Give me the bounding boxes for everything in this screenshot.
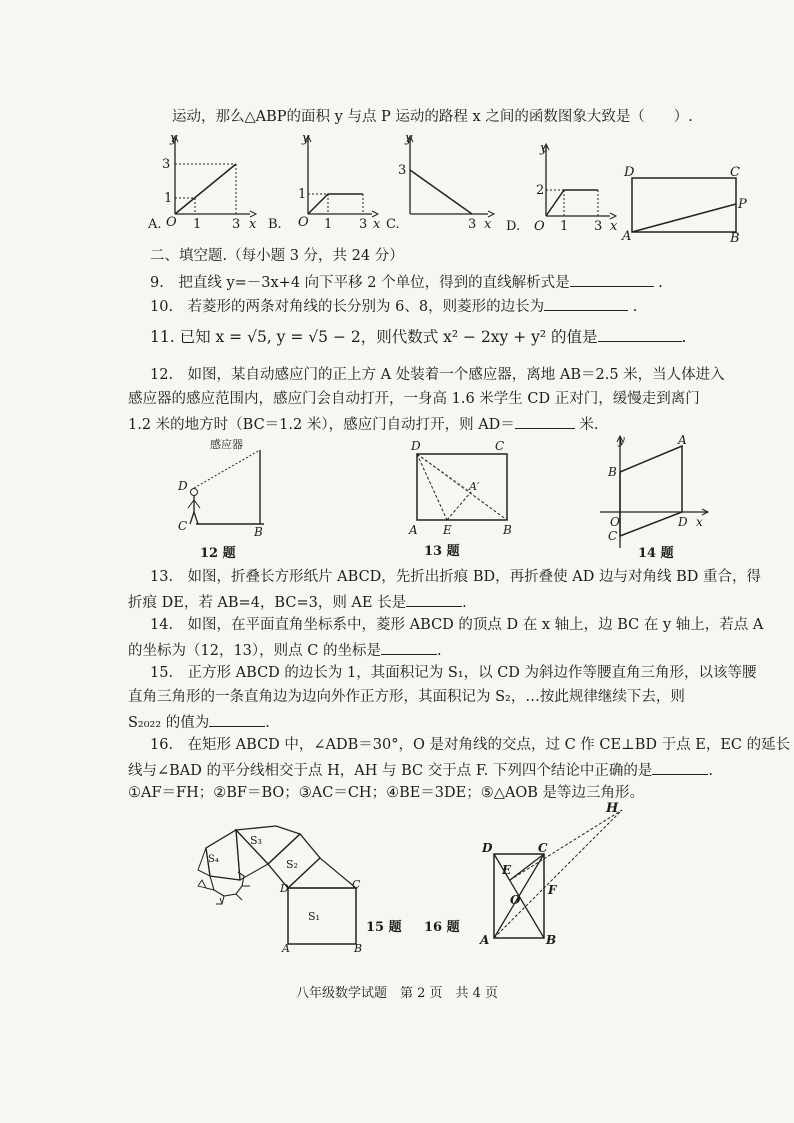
q8-rect-b: B [730, 231, 740, 246]
fig15-label-b: B [354, 942, 363, 955]
q10-end: . [632, 299, 638, 315]
q8d-xtick-3: 3 [594, 219, 603, 234]
fig14-label-a: A [678, 433, 687, 447]
q8c-y-label: y [405, 131, 413, 146]
q13-line-2-text: 折痕 DE，若 AB=4，BC=3，则 AE 长是 [128, 595, 407, 611]
q8a-x-label: x [249, 217, 257, 232]
q14-line-2 [128, 638, 748, 662]
q13-end: . [462, 595, 467, 611]
fig14-caption: 14 题 [638, 546, 674, 561]
q9-answer-blank[interactable] [570, 270, 654, 287]
fig13-label-b: B [503, 523, 512, 537]
q8b-x-label: x [373, 217, 381, 232]
fig16-caption: 16 题 [424, 920, 460, 935]
q11-text: 11. 已知 x = √5, y = √5 − 2，则代数式 x² − 2xy + y² 的值是 [150, 328, 598, 346]
q8-rect-p: P [738, 197, 747, 212]
q8d-y-label: y [540, 141, 548, 156]
q8-rect-d: D [624, 165, 635, 180]
q15-line-1: 15. 正方形 ABCD 的边长为 1，其面积记为 S₁，以 CD 为斜边作等腰直角三角形，以该等腰 [150, 665, 757, 681]
fig14-label-c: C [608, 529, 618, 543]
fig15-label-a: A [282, 942, 290, 955]
q10-answer-blank[interactable] [544, 294, 628, 311]
fig13-caption: 13 题 [424, 544, 460, 559]
fig13-label-e: E [443, 523, 452, 537]
q12-line-3-text: 1.2 米的地方时（BC＝1.2 米），感应门自动打开，则 AD＝ [128, 417, 515, 433]
fig14-rhombus-coordinate [596, 432, 716, 550]
fig15-caption: 15 题 [366, 920, 402, 935]
q8-graph-a [150, 132, 260, 232]
q8-rect-a: A [622, 229, 632, 244]
q8a-tick-1: 1 [164, 191, 173, 206]
q8b-xtick-3: 3 [359, 217, 368, 232]
q12-line-1: 12. 如图，某自动感应门的正上方 A 处装着一个感应器，离地 AB＝2.5 米，当人体进入 [150, 367, 725, 383]
q8-option-a: A. [148, 217, 162, 232]
q14-line-1: 14. 如图，在平面直角坐标系中，菱形 ABCD 的顶点 D 在 x 轴上，边 BC 在 y 轴上，若点 A [150, 617, 764, 633]
fig15-label-s4: S₄ [208, 854, 219, 865]
fig14-label-d: D [678, 515, 688, 529]
fig12-sensor-label: 感应器 [210, 438, 243, 451]
fig13-label-d: D [411, 439, 421, 453]
q8-option-b: B. [268, 217, 282, 232]
fig15-label-d: D [280, 882, 289, 895]
q8b-y-label: y [302, 131, 310, 146]
q15-answer-blank[interactable] [209, 710, 265, 727]
fig13-label-c: C [495, 439, 505, 453]
fig12-label-d: D [178, 479, 188, 493]
q13-line-2 [128, 590, 748, 614]
fig16-label-b: B [546, 933, 557, 947]
q8-graph-c [386, 131, 500, 232]
q8-rectangle-figure [618, 165, 748, 246]
q8b-xtick-1: 1 [324, 217, 333, 232]
fig15-label-s1-top: S₃ [250, 834, 262, 847]
page-footer: 八年级数学试题 第 2 页 共 4 页 [295, 986, 499, 1001]
q8a-xtick-1: 1 [193, 217, 202, 232]
q8-stem: 运动，那么△ABP的面积 y 与点 P 运动的路程 x 之间的函数图象大致是（ ）. [172, 109, 693, 125]
q8d-origin: O [534, 219, 545, 234]
q8a-xtick-3: 3 [232, 217, 241, 232]
q8-option-d: D. [506, 219, 521, 234]
q11-answer-blank[interactable] [598, 325, 682, 342]
q16-answer-blank[interactable] [652, 758, 708, 775]
q16-line-1: 16. 在矩形 ABCD 中，∠ADB＝30°，O 是对角线的交点，过 C 作 CE⊥BD 于点 E，EC 的延长 [150, 737, 791, 753]
q8c-tick-3: 3 [398, 163, 407, 178]
q8-option-c: C. [386, 217, 400, 232]
q8d-x-label: x [610, 219, 618, 234]
q12-answer-blank[interactable] [515, 412, 575, 429]
q16-line-3: ①AF＝FH；②BF＝BO；③AC＝CH；④BE＝3DE；⑤△AOB 是等边三角形。 [128, 785, 645, 801]
q11-end: . [681, 328, 687, 346]
fig16-label-o: O [510, 893, 521, 907]
q16-end: . [708, 763, 713, 779]
q12-end: 米. [579, 417, 599, 433]
fig15-label-c: C [352, 878, 361, 891]
q11 [150, 325, 770, 348]
fig16-label-f: F [548, 883, 557, 897]
fig13-label-a: A [409, 523, 418, 537]
q8b-tick-1: 1 [298, 187, 307, 202]
fig15-label-s3: S₁ [308, 910, 320, 923]
fig14-label-y: y [618, 433, 625, 447]
q8c-x-label: x [484, 217, 492, 232]
fig12-caption: 12 题 [200, 546, 236, 561]
fig13-fold-rectangle [405, 440, 515, 540]
fig13-label-a-prime: A′ [469, 480, 480, 493]
fig16-label-e: E [502, 863, 512, 877]
q14-answer-blank[interactable] [381, 638, 437, 655]
q15-line-3 [128, 710, 748, 734]
section-heading: 二、填空题.（每小题 3 分，共 24 分） [150, 248, 404, 264]
q13-answer-blank[interactable] [406, 590, 462, 607]
q8-rect-c: C [730, 165, 740, 180]
q8c-xtick-3: 3 [468, 217, 477, 232]
q9-end: . [658, 275, 663, 291]
fig16-label-d: D [482, 841, 493, 855]
fig15-squares-spiral [196, 820, 376, 954]
fig14-label-o: O [610, 515, 620, 529]
fig16-label-a: A [480, 933, 490, 947]
fig12-sensor-door [168, 436, 278, 539]
q14-end: . [436, 643, 442, 659]
fig14-label-b: B [608, 465, 617, 479]
q8d-xtick-1: 1 [560, 219, 569, 234]
fig16-label-h: H [606, 801, 619, 816]
q10-text: 10. 若菱形的两条对角线的长分别为 6、8，则菱形的边长为 [150, 299, 545, 315]
q16-line-2-text: 线与∠BAD 的平分线相交于点 H，AH 与 BC 交于点 F. 下列四个结论中正确的是 [128, 763, 653, 779]
fig16-label-c: C [538, 841, 548, 855]
q14-line-2-text: 的坐标为（12，13），则点 C 的坐标是 [128, 643, 381, 659]
fig12-label-c: C [178, 519, 188, 533]
q15-line-2: 直角三角形的一条直角边为边向外作正方形，其面积记为 S₂，…按此规律继续下去，则 [128, 689, 685, 705]
q9 [150, 270, 770, 294]
q13-line-1: 13. 如图，折叠长方形纸片 ABCD，先折出折痕 BD，再折叠使 AD 边与对角线 BD 重合，得 [150, 569, 761, 585]
q16-line-2 [128, 758, 748, 782]
q8b-origin: O [298, 215, 309, 230]
q8d-tick-2: 2 [536, 183, 545, 198]
q9-text: 9. 把直线 y=－3x+4 向下平移 2 个单位，得到的直线解析式是 [150, 275, 570, 291]
q8-graph-b [268, 131, 382, 232]
q8a-tick-3: 3 [162, 157, 171, 172]
q10 [150, 294, 770, 318]
fig16-rectangle-bisector [476, 800, 636, 950]
q8a-y-label: y [170, 131, 178, 146]
q8-graph-d [506, 140, 620, 236]
q8a-origin: O [166, 215, 177, 230]
fig12-label-b: B [254, 525, 263, 539]
q15-line-3-text: S₂₀₂₂ 的值为 [128, 715, 210, 731]
q15-end: . [265, 715, 270, 731]
fig14-label-x: x [696, 515, 703, 529]
fig15-label-s2: S₂ [286, 858, 298, 871]
q12-line-2: 感应器的感应范围内，感应门会自动打开，一身高 1.6 米学生 CD 正对门，缓慢走到离门 [128, 391, 700, 407]
